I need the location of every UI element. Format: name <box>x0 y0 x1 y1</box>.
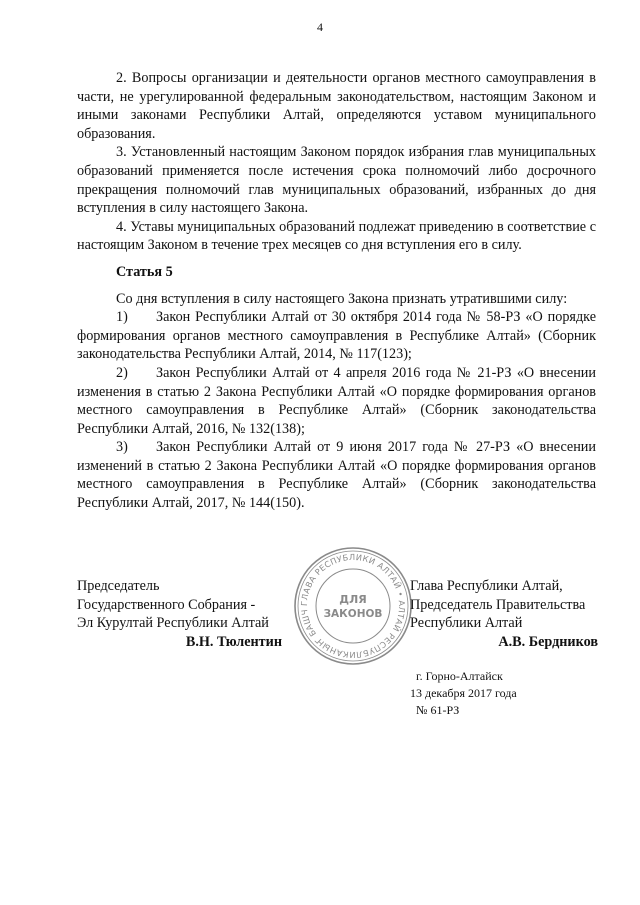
document-body <box>77 69 596 513</box>
document-number: № 61-РЗ <box>416 703 460 717</box>
signer-title-line: Председатель Правительства <box>410 596 586 613</box>
document-metadata <box>410 668 517 719</box>
paragraph-4: 4. Уставы муниципальных образований подлежат приведению в соответствие с настоящим Законом в течение трех месяцев со дня вступления его в силу. <box>77 218 596 254</box>
signature-block-right <box>410 577 598 651</box>
paragraph-3: 3. Установленный настоящим Законом порядок избрания глав муниципальных образований применяется после истечения срока полномочий либо досрочного прекращения полномочий глав муниципальных образований, избранных до дня вступления в силу настоящего Закона. <box>77 144 596 217</box>
signer-name: А.В. Бердников <box>498 633 598 650</box>
document-date: 13 декабря 2017 года <box>410 686 517 700</box>
list-item-number: 1) <box>116 309 128 326</box>
svg-text:ЗАКОНОВ: ЗАКОНОВ <box>323 608 383 620</box>
repealed-law-item <box>77 438 596 512</box>
repealed-law-item <box>77 364 596 438</box>
signer-title-line: Председатель <box>77 578 160 594</box>
page-number: 4 <box>317 20 323 34</box>
list-item-text: Закон Республики Алтай от 9 июня 2017 года № 27-РЗ «О внесении изменений в статью 2 Закона Республики Алтай «О порядке формирования органов местного самоуправления в Республике Алтай» (Сборник законодательства Республики Алтай, 2017, № 144(150). <box>77 439 596 512</box>
official-seal <box>292 545 414 667</box>
signer-name: В.Н. Тюлентин <box>185 633 282 650</box>
list-item-number: 2) <box>116 364 128 381</box>
signer-title-line: Эл Курултай Республики Алтай <box>77 615 269 632</box>
svg-text:ДЛЯ: ДЛЯ <box>339 593 367 606</box>
signer-title-line: Республики Алтай <box>410 615 523 632</box>
list-item-text: Закон Республики Алтай от 4 апреля 2016 года № 21-РЗ «О внесении изменения в статью 2 Закона Республики Алтай «О порядке формирования органов местного самоуправления в Республике Алтай» (Сборник законодательства Республики Алтай, 2016, № 132(138); <box>77 364 596 437</box>
seal-icon <box>292 545 414 667</box>
article-heading: Статья 5 <box>116 263 173 280</box>
document-place: г. Горно-Алтайск <box>416 669 503 683</box>
repealed-law-item <box>77 308 596 364</box>
list-item-number: 3) <box>116 439 128 456</box>
signer-title-line: Глава Республики Алтай, <box>410 578 563 594</box>
signature-block-left <box>77 577 282 651</box>
list-item-text: Закон Республики Алтай от 30 октября 2014 года № 58-РЗ «О порядке формирования органов местного самоуправления в Республике Алтай» (Сборник законодательства Республики Алтай, 2014, № 117(123); <box>77 309 596 363</box>
signer-title-line: Государственного Собрания - <box>77 596 256 613</box>
paragraph-2: 2. Вопросы организации и деятельности органов местного самоуправления в части, не урегулированной федеральным законодательством, настоящим Законом и иными законами Республики Алтай, определяются уставом муниципального образования. <box>77 70 596 142</box>
article-intro: Со дня вступления в силу настоящего Закона признать утратившими силу: <box>116 290 568 307</box>
svg-text:ГЛАВА РЕСПУБЛИКИ АЛТАЙ • АЛТАЙ: ГЛАВА РЕСПУБЛИКИ АЛТАЙ • АЛТАЙ РЕСПУБЛИКАНЫҤ БАШЧ <box>298 551 408 661</box>
